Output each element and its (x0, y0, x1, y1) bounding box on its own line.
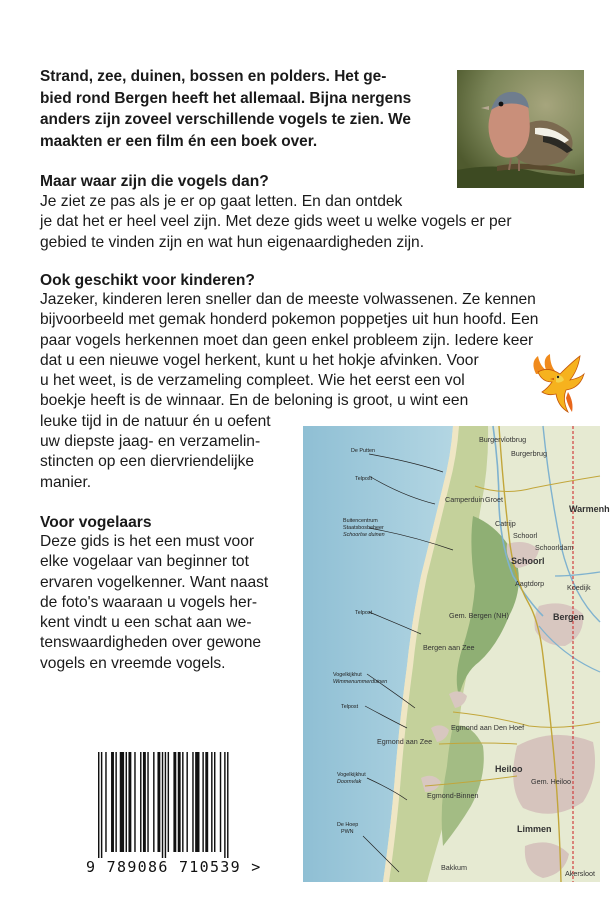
map-callout-text: Vogelkijkhut (333, 672, 362, 678)
map-callout-label (341, 704, 359, 710)
paragraph-line: vogels en vreemde vogels. (40, 654, 226, 672)
map-town-label: Groet (485, 495, 503, 504)
paragraph-line: ervaren vogelkenner. Want naast (40, 573, 269, 591)
map-town-label: Warmenh (569, 504, 610, 514)
paragraph-line: Jazeker, kinderen leren sneller dan de meeste volwassenen. Ze kennen (40, 291, 536, 308)
map-town-label: Egmond aan Den Hoef (451, 723, 525, 732)
map-town-label: Egmond aan Zee (377, 737, 433, 746)
map-callout-text: Wimmenummerduinen (333, 679, 388, 685)
map-callout-label (351, 448, 375, 454)
paragraph-line: elke vogelaar van beginner tot (40, 553, 249, 571)
map-town-label: Burgervlotbrug (479, 435, 527, 444)
map-callout-text: Buitencentrum (343, 518, 378, 524)
paragraph-line: de foto's waaraan u vogels her- (40, 593, 258, 611)
paragraph-line: stincten op een diervriendelijke (40, 453, 255, 471)
paragraph-line: paar vogels herkennen moet dan geen enkel probleem zijn. Iedere keer (40, 331, 534, 349)
map-town-label: Catrijp (495, 519, 516, 528)
map-town-label: Bakkum (441, 863, 467, 872)
map-town-label: Akersloot (565, 869, 595, 878)
map-callout-text: Schoorlse duinen (343, 532, 385, 538)
map-town-label: Heiloo (495, 764, 523, 774)
region-map (303, 426, 610, 882)
section-heading-kinderen: Ook geschikt voor kinderen? (40, 272, 255, 289)
paragraph-line: leuke tijd in de natuur én u oefent (40, 412, 271, 430)
map-callout-text: Telpost (341, 704, 359, 710)
paragraph-line: Deze gids is het een must voor (40, 533, 255, 550)
map-town-label: Koedijk (567, 583, 591, 592)
map-town-label: Burgerbrug (511, 449, 547, 458)
paragraph-line: tenswaardigheden over gewone (40, 634, 262, 652)
map-callout-text: Telpost (355, 476, 373, 482)
map-municipality-label: Gem. Bergen (NH) (449, 611, 509, 620)
map-callout-text: Staatsbosbeheer (343, 525, 384, 531)
firebird-drawing (528, 352, 586, 416)
map-callout-label (355, 476, 373, 482)
section-heading-vogels: Maar waar zijn die vogels dan? (40, 173, 269, 190)
intro-line: Strand, zee, duinen, bossen en polders. Het ge- (40, 68, 387, 85)
chaffinch-photo (457, 70, 584, 188)
section-heading-vogelaars: Voor vogelaars (40, 514, 152, 531)
map-callout-text: De Putten (351, 448, 375, 454)
paragraph-line: dat u een nieuwe vogel herkent, kunt u het hokje afvinken. Voor (40, 351, 479, 369)
paragraph-line: gebied te vinden zijn en wat hun eigenaardigheden zijn. (40, 233, 425, 251)
map-callout-text: Telpost (355, 610, 373, 616)
paragraph-line: uw diepste jaag- en verzamelin- (40, 433, 261, 451)
intro-paragraph (40, 66, 448, 152)
map-town-label: Aagtdorp (515, 579, 545, 588)
map-callout-text: Doornvlak (337, 779, 362, 785)
map-icon (303, 426, 610, 882)
map-municipality-label: Gem. Heiloo (531, 777, 571, 786)
map-town-label: Schoorl (513, 531, 538, 540)
paragraph-line: bijvoorbeeld met gemak honderd pokemon poppetjes uit hun hoofd. Een (40, 311, 539, 329)
section-paragraph-vogels (40, 192, 600, 253)
map-callout-label (355, 610, 373, 616)
map-town-label: Schoorl (511, 556, 545, 566)
intro-line: maakten er een film én een boek over. (40, 132, 318, 150)
map-town-label: Limmen (517, 824, 552, 834)
chaffinch-icon (457, 70, 584, 188)
map-callout-text: Vogelkijkhut (337, 772, 366, 778)
paragraph-line: u het weet, is de verzameling compleet. Wie het eerst een vol (40, 372, 465, 390)
map-town-label: Camperduin (445, 495, 485, 504)
map-callout-text: PWN (341, 829, 354, 835)
map-callout-text: De Hoep (337, 822, 359, 828)
paragraph-line: kent vindt u een schat aan we- (40, 614, 252, 632)
paragraph-line: manier. (40, 473, 92, 491)
map-town-label: Egmond-Binnen (427, 791, 479, 800)
map-town-label: Bergen aan Zee (423, 643, 475, 652)
intro-line: anders zijn zoveel verschillende vogels te zien. We (40, 111, 411, 129)
paragraph-line: boekje heeft is de winnaar. En de beloning is groot, u wint een (40, 392, 469, 410)
firebird-icon (528, 352, 586, 416)
intro-line: bied rond Bergen heeft het allemaal. Bijna nergens (40, 89, 412, 107)
map-callout-label (343, 518, 385, 538)
map-town-label: Bergen (553, 612, 585, 622)
paragraph-line: Je ziet ze pas als je er op gaat letten. En dan ontdek (40, 193, 403, 210)
section-paragraph-vogelaars (40, 532, 300, 674)
map-town-label: Schoorldam (535, 543, 574, 552)
paragraph-line: je dat het er heel veel zijn. Met deze gids weet u welke vogels er per (40, 213, 512, 231)
isbn-number: 9 789086 710539 > (86, 858, 262, 876)
